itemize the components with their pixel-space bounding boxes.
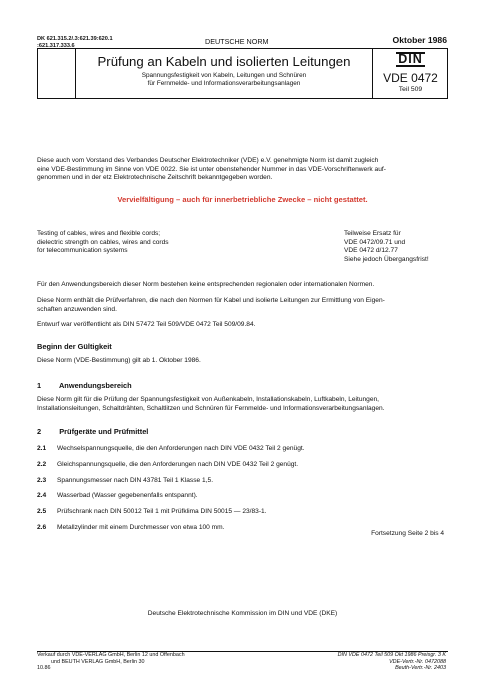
english-title-line-2: dielectric strength on cables, wires and cords xyxy=(37,238,169,246)
footer-order-info xyxy=(338,652,446,672)
english-title-line-1: Testing of cables, wires and flexible cords; xyxy=(37,230,161,237)
section-1-text xyxy=(37,396,448,413)
item-number: 2.1 xyxy=(37,445,47,452)
english-title-line-3: for telecommunication systems xyxy=(37,247,128,255)
dk-line-2: :621.317.333.6 xyxy=(37,43,75,49)
validity-text: Diese Norm (VDE-Bestimmung) gilt ab 1. Oktober 1986. xyxy=(37,357,201,364)
list-item xyxy=(37,508,448,524)
section-2-number: 2 xyxy=(37,427,42,436)
section-1-line-2: Installationsleitungen, Schaltdrähten, Schaltlitzen und Schnüren für Fernmelde- und Informationsverarbeitungsanlagen. xyxy=(37,404,385,412)
replacement-line-4: Siehe jedoch Übergangsfrist! xyxy=(344,255,429,263)
content-note-line-2: schaften anzuwenden sind. xyxy=(37,305,117,313)
list-item xyxy=(37,445,448,461)
section-1-title: Anwendungsbereich xyxy=(58,381,132,390)
title-panel xyxy=(75,48,373,99)
din-panel xyxy=(373,48,448,99)
item-number: 2.2 xyxy=(37,460,47,468)
content-note-line-1: Diese Norm enthält die Prüfverfahren, die nach den Normen für Kabel und isolierte Leitungen zur Ermittlung von Eigen- xyxy=(37,297,385,304)
replacement-line-1: Teilweise Ersatz für xyxy=(344,230,401,237)
content-note xyxy=(37,297,448,314)
publication-date: Oktober 1986 xyxy=(392,35,447,45)
copy-warning: Vervielfältigung – auch für innerbetriebliche Zwecke – nicht gestattet. xyxy=(117,195,368,204)
footer-left-line-1: Verkauf durch VDE-VERLAG GmbH, Berlin 12 und Offenbach xyxy=(37,652,185,658)
equipment-list xyxy=(37,445,448,540)
dk-line-1: DK 621.315.2/.3:621.39:620.1 xyxy=(37,36,113,42)
intro-line-1: Diese auch vom Vorstand des Verbandes Deutscher Elektrotechniker (VDE) e.V. genehmigte Norm ist damit zugleich xyxy=(37,157,379,164)
item-text: Metallzylinder mit einem Durchmesser von etwa 100 mm. xyxy=(57,523,225,531)
din-logo: DIN xyxy=(398,52,423,66)
section-1-number: 1 xyxy=(37,381,42,390)
section-2-title: Prüfgeräte und Prüfmittel xyxy=(59,427,149,436)
item-number: 2.6 xyxy=(37,523,47,531)
continuation-note: Fortsetzung Seite 2 bis 4 xyxy=(371,530,444,537)
english-title xyxy=(37,230,297,256)
footer-right-line-3: Beuth-Vertr.-Nr. 2403 xyxy=(395,665,446,672)
vde-number: VDE 0472 xyxy=(383,71,438,85)
item-text: Wechselspannungsquelle, die den Anforderungen nach DIN VDE 0432 Teil 2 genügt. xyxy=(57,445,305,452)
draft-note: Entwurf war veröffentlicht als DIN 57472 Teil 509/VDE 0472 Teil 509/09.84. xyxy=(37,321,256,328)
list-item xyxy=(37,492,448,508)
scope-note: Für den Anwendungsbereich dieser Norm bestehen keine entsprechenden regionalen oder internationalen Normen. xyxy=(37,281,375,288)
item-text: Prüfschrank nach DIN 50012 Teil 1 mit Prüfklima DIN 50015 — 23/83-1. xyxy=(57,508,267,516)
item-number: 2.5 xyxy=(37,508,47,516)
commission-name: Deutsche Elektrotechnische Kommission im DIN und VDE (DKE) xyxy=(147,610,338,617)
replacement-note xyxy=(344,230,454,264)
intro-line-2: eine VDE-Bestimmung im Sinne von VDE 0022. Sie ist unter obenstehender Nummer in das VDE-Vorschriftenwerk auf- xyxy=(37,165,386,173)
footer-left-line-3: 10.86 xyxy=(37,665,51,672)
footer-right-line-2: VDE-Vertr.-Nr. 0472088 xyxy=(389,658,446,665)
item-number: 2.4 xyxy=(37,492,47,500)
document-subtitle xyxy=(76,72,372,88)
standard-type: DEUTSCHE NORM xyxy=(205,37,269,46)
item-number: 2.3 xyxy=(37,476,47,484)
footer-right-line-1: DIN VDE 0472 Teil 509 Okt 1986 Preisgr. 3 K xyxy=(337,652,446,658)
document-title: Prüfung an Kabeln und isolierten Leitungen xyxy=(97,54,351,69)
subtitle-line-2: für Fernmelde- und Informationsverarbeitungsanlagen xyxy=(147,80,301,88)
list-item xyxy=(37,477,448,493)
list-item xyxy=(37,461,448,477)
item-text: Spannungsmesser nach DIN 43781 Teil 1 Klasse 1,5. xyxy=(57,476,214,484)
validity-heading: Beginn der Gültigkeit xyxy=(37,342,112,351)
section-2-heading xyxy=(37,427,148,436)
part-number: Teil 509 xyxy=(398,86,423,93)
section-1-heading xyxy=(37,381,132,390)
replacement-line-3: VDE 0472 d/12.77 xyxy=(344,247,398,255)
section-1-line-1: Diese Norm gilt für die Prüfung der Spannungsfestigkeit von Außenkabeln, Installationskabeln, Luftkabeln, Leitungen, xyxy=(37,396,379,403)
item-text: Gleichspannungsquelle, die den Anforderungen nach DIN VDE 0432 Teil 2 genügt. xyxy=(57,460,299,468)
footer-publisher xyxy=(37,652,185,672)
subtitle-line-1: Spannungsfestigkeit von Kabeln, Leitungen und Schnüren xyxy=(141,72,307,79)
intro-line-3: genommen und in der etz Elektrotechnische Zeitschrift bekanntgegeben worden. xyxy=(37,174,273,182)
intro-paragraph xyxy=(37,157,448,183)
replacement-line-2: VDE 0472/09.71 und xyxy=(344,238,406,246)
footer-left-line-2: und BEUTH VERLAG GmbH, Berlin 30 xyxy=(51,658,145,665)
item-text: Wasserbad (Wasser gegebenenfalls entspannt). xyxy=(57,492,198,500)
